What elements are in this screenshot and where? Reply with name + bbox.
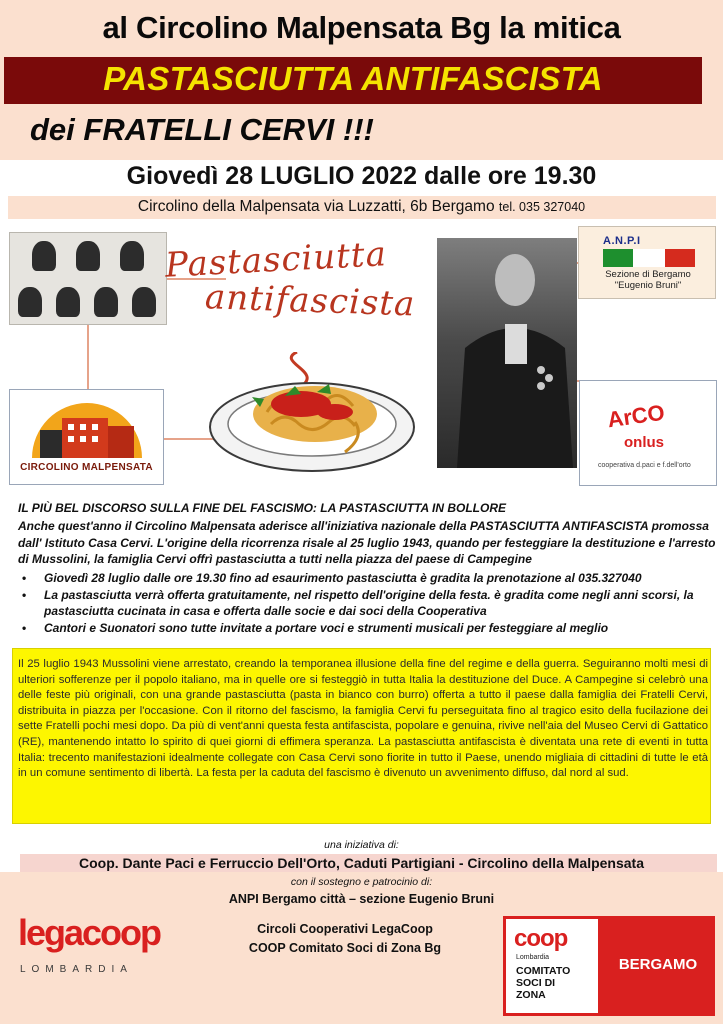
arco-logo-mid: onlus: [624, 434, 664, 451]
event-address: [0, 198, 723, 216]
address-text: Circolino della Malpensata via Luzzatti, 6b Bergamo: [137, 198, 495, 215]
anpi-logo-text: A.N.P.I: [603, 235, 641, 247]
portrait-photo: [56, 287, 80, 317]
initiative-label: una iniziativa di:: [324, 839, 399, 851]
coop-logo-word: coop: [514, 925, 568, 952]
legacoop-logo-region: LOMBARDIA: [20, 964, 133, 975]
list-item: • Giovedì 28 luglio dalle ore 19.30 fino ad esaurimento pastasciutta è gradita la prenotazione al 035.327040: [18, 570, 718, 587]
italian-flag-icon: [603, 249, 695, 267]
portrait-photo: [18, 287, 42, 317]
coop-committee-line-2: SOCI DI: [516, 977, 556, 989]
anpi-logo: [578, 226, 716, 299]
portrait-photo: [132, 287, 156, 317]
anpi-section-line-2: "Eugenio Bruni": [614, 280, 682, 291]
portrait-photo: [120, 241, 144, 271]
support-label: con il sostegno e patrocinio di:: [290, 876, 433, 888]
phone-number: tel. 035 327040: [498, 200, 586, 214]
coop-committee-label: [516, 965, 570, 1001]
pasta-title-line-1: Pastasciutta: [164, 234, 388, 286]
event-date: Giovedì 28 LUGLIO 2022 dalle ore 19.30: [126, 162, 597, 190]
coop-committee-line-3: ZONA: [516, 989, 546, 1001]
event-details-list: [18, 570, 718, 636]
header-main-title: PASTASCIUTTA ANTIFASCISTA: [103, 60, 603, 97]
anpi-city-section: ANPI Bergamo città – sezione Eugenio Bruni: [228, 892, 495, 906]
list-item: • La pastasciutta verrà offerta gratuitamente, nel rispetto dell'origine della festa. è gradita come negli anni scorsi, la pastasciutta cucinata in casa e offerta dalle socie e dai soci della Cooperativa: [18, 587, 718, 620]
anpi-section-name: [579, 269, 717, 291]
arco-logo-top: ArCO: [605, 399, 667, 433]
section-title: IL PIÙ BEL DISCORSO SULLA FINE DEL FASCISMO: LA PASTASCIUTTA IN BOLLORE: [18, 501, 507, 515]
cervi-father-photo: [437, 238, 577, 468]
list-item: • Cantori e Suonatori sono tutte invitate a portare voci e strumenti musicali per festeggiare al meglio: [18, 620, 718, 637]
arco-cooperative-logo: [579, 380, 717, 486]
legacoop-logo: [18, 912, 178, 982]
intro-paragraph: Anche quest'anno il Circolino Malpensata aderisce all'iniziativa nazionale della PASTASCIUTTA ANTIFASCISTA promossa dall' Istituto Casa Cervi. L'origine della ricorrenza risale al 25 luglio 1943, quando per festeggiare la destituzione e l'arresto di Mussolini, la famiglia Cervi offrì pastasciutta a tutti nella piazza del paese di Campegine: [18, 519, 716, 566]
organizers: Coop. Dante Paci e Ferruccio Dell'Orto, Caduti Partigiani - Circolino della Malpensata: [79, 855, 644, 871]
coop-logo-sub: Lombardia: [516, 954, 550, 961]
supporters-list: [185, 920, 505, 958]
portrait-silhouette: [437, 238, 577, 468]
coop-committee: COOP Comitato Soci di Zona Bg: [248, 941, 442, 955]
coop-city-label: BERGAMO: [618, 956, 698, 973]
cervi-brothers-photo: [9, 232, 167, 325]
arco-logo-artwork: [580, 381, 716, 485]
history-text: Il 25 luglio 1943 Mussolini viene arrestato, creando la temporanea illusione della fine del regime e della guerra. Seguiranno molti mesi di ulteriori sofferenze per il popolo italiano, ma in quelle ore si festeggiò in tutta Italia la destituzione del Duce. A Campegine si celebrò una delle feste più originali, con una grande pastasciutta (pasta in bianco con burro) offerta a tutto il paese dalla famiglia dei Fratelli Cervi, distribuita in piazza per l'occasione. Con il ritorno del fascismo, la famiglia Cervi fu perseguitata fino al tragico esito della fucilazione dei sette Fratelli pochi mesi dopo. Da più di vent'anni questa festa antifascista, popolare e genuina, rivive nell'aia del Museo Cervi di Gattatico (RE), mantenendo intatto lo spirito di quei giorni di effimera speranza. La pastasciutta antifascista è diventata una rete di eventi in tutta Italia: trecento manifestazioni idealmente collegate con Casa Cervi sono fiorite in tutto il Paese, unendo migliaia di cittadini di tutte le età in un comune sentimento di libertà. La festa per la caduta del fascismo è divenuto un avvenimento diffuso, dal nord al sud.: [18, 658, 708, 780]
circolino-building-icon: [22, 396, 152, 460]
coop-city-panel: [601, 916, 715, 1016]
coop-committee-line-1: COMITATO: [516, 965, 571, 977]
connector-line: [87, 325, 89, 389]
pasta-title-artwork: [164, 234, 425, 325]
pasta-title-line-2: antifascista: [204, 277, 416, 325]
arco-logo-bottom: cooperativa d.paci e f.dell'orto: [598, 462, 691, 469]
anpi-section-line-1: Sezione di Bergamo: [605, 269, 691, 280]
portrait-photo: [94, 287, 118, 317]
coop-logo-panel: [503, 916, 601, 1016]
circolino-malpensata-logo: [9, 389, 164, 485]
circolino-logo-text: CIRCOLINO MALPENSATA: [20, 462, 153, 473]
legacoop-logo-word: legacoop: [18, 912, 161, 953]
pasta-plate-illustration: [205, 352, 420, 477]
header-line-1: al Circolino Malpensata Bg la mitica: [102, 10, 621, 45]
header-line-3: dei FRATELLI CERVI !!!: [30, 112, 374, 147]
coop-bergamo-logo: [503, 916, 715, 1016]
portrait-photo: [32, 241, 56, 271]
circoli-legacoop: Circoli Cooperativi LegaCoop: [257, 922, 433, 936]
history-box: [12, 648, 711, 824]
portrait-photo: [76, 241, 100, 271]
